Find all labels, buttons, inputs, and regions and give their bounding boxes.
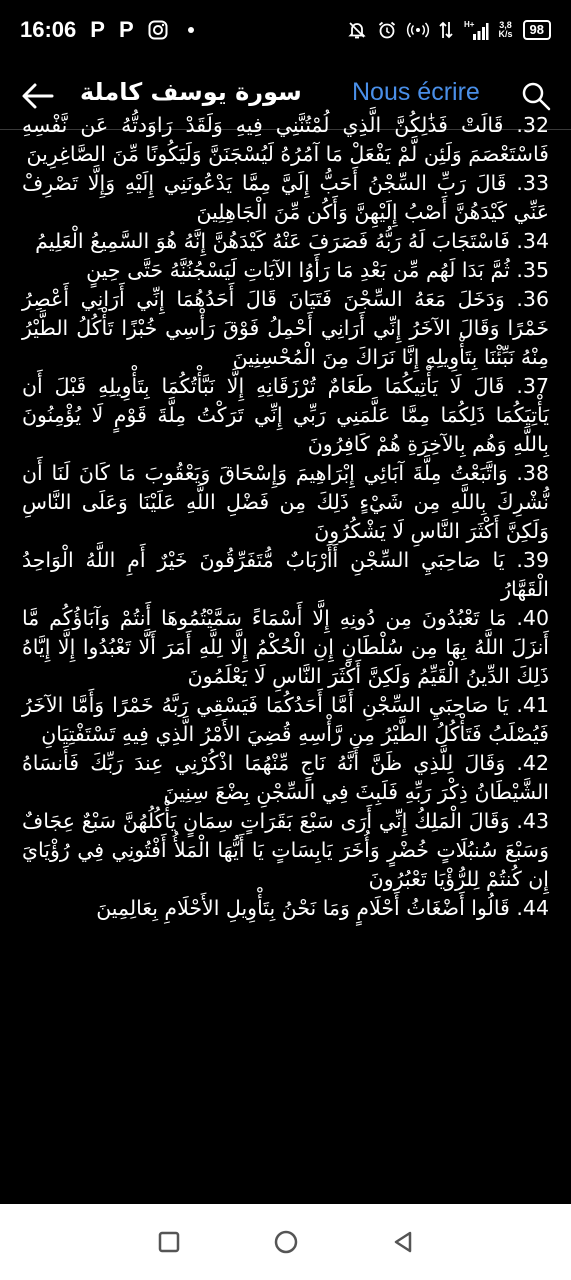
verse-item: 34. فَاسْتَجَابَ لَهُ رَبُّهُ فَصَرَفَ عَنْهُ كَيْدَهُنَّ إِنَّهُ هُوَ السَّمِيعُ الْعَلِيمُ	[35, 229, 549, 253]
status-right	[347, 19, 551, 41]
verses-list	[22, 111, 549, 923]
system-nav-bar	[0, 1204, 571, 1280]
net-speed	[499, 21, 513, 39]
notification-p-icon: P	[118, 17, 134, 42]
page-title: سورة يوسف كاملة	[80, 78, 302, 106]
svg-text:H+: H+	[463, 20, 474, 29]
alarm-icon	[377, 20, 397, 40]
verses-scroll-area[interactable]	[0, 113, 571, 1204]
verse-item: 38. وَاتَّبَعْتُ مِلَّةَ آبَائِي إِبْرَاهِيمَ وَإِسْحَاقَ وَيَعْقُوبَ مَا كَانَ لَنَا أَن نُّشْرِكَ بِاللَّهِ مِن شَيْءٍ ذَلِكَ مِن فَضْلِ اللَّهِ عَلَيْنَا وَعَلَى النَّاسِ وَلَكِنَّ أَكْثَرَ النَّاسِ لَا يَشْكُرُونَ	[22, 461, 549, 543]
status-time: 16:06	[20, 17, 77, 42]
home-icon[interactable]	[271, 1227, 301, 1257]
signal-icon	[463, 19, 489, 41]
data-transfer-icon	[439, 20, 453, 40]
verse-item: 36. وَدَخَلَ مَعَهُ السِّجْنَ فَتَيَانَ قَالَ أَحَدُهُمَا إِنِّي أَرَانِي أَعْصِرُ خَمْرًا وَقَالَ الآخَرُ إِنِّي أَرَانِي أَحْمِلُ فَوْقَ رَأْسِي خُبْزًا تَأْكُلُ الطَّيْرُ مِنْهُ نَبِّئْنَا بِتَأْوِيلِهِ إِنَّا نَرَاكَ مِنَ الْمُحْسِنِينَ	[22, 287, 549, 369]
search-icon[interactable]	[520, 80, 552, 112]
contact-link[interactable]: Nous écrire	[352, 78, 480, 106]
verse-item: 40. مَا تَعْبُدُونَ مِن دُونِهِ إِلَّا أَسْمَاءً سَمَّيْتُمُوهَا أَنتُمْ وَآبَاؤُكُم مَّا أَنزَلَ اللَّهُ بِهَا مِن سُلْطَانٍ إِنِ الْحُكْمُ إِلَّا لِلَّهِ أَمَرَ أَلَّا تَعْبُدُوا إِلَّا إِيَّاهُ ذَلِكَ الدِّينُ الْقَيِّمُ وَلَكِنَّ أَكْثَرَ النَّاسِ لَا يَعْلَمُونَ	[22, 606, 549, 688]
verse-item: 44. قَالُوا أَضْغَاثُ أَحْلَامٍ وَمَا نَحْنُ بِتَأْوِيلِ الأَحْلَامِ بِعَالِمِينَ	[96, 896, 549, 920]
net-speed-value: 3,8	[499, 20, 512, 30]
verse-item: 35. ثُمَّ بَدَا لَهُم مِّن بَعْدِ مَا رَأَوُا الآيَاتِ لَيَسْجُنُنَّهُ حَتَّى حِينٍ	[86, 258, 549, 282]
hotspot-icon	[407, 21, 429, 39]
verse-item: 39. يَا صَاحِبَيِ السِّجْنِ أَأَرْبَابٌ مُّتَفَرِّقُونَ خَيْرٌ أَمِ اللَّهُ الْوَاحِدُ الْقَهَّارُ	[22, 548, 549, 601]
back-arrow-icon[interactable]	[20, 78, 56, 114]
verse-item: 42. وَقَالَ لِلَّذِي ظَنَّ أَنَّهُ نَاجٍ مِّنْهُمَا اذْكُرْنِي عِندَ رَبِّكَ فَأَنسَاهُ الشَّيْطَانُ ذِكْرَ رَبِّهِ فَلَبِثَ فِي السِّجْنِ بِضْعَ سِنِينَ	[22, 751, 549, 804]
notification-p-icon: P	[90, 17, 105, 42]
verse-item: 32. قَالَتْ فَذَٰلِكُنَّ الَّذِي لُمْتُنَّنِي فِيهِ وَلَقَدْ رَاوَدتُّهُ عَن نَّفْسِهِ فَاسْتَعْصَمَ وَلَئِن لَّمْ يَفْعَلْ مَا آمُرُهُ لَيُسْجَنَنَّ وَلَيَكُونًا مِّنَ الصَّاغِرِينَ	[22, 113, 549, 166]
mute-bell-icon	[347, 20, 367, 40]
verse-item: 43. وَقَالَ الْمَلِكُ إِنِّي أَرَى سَبْعَ بَقَرَاتٍ سِمَانٍ يَأْكُلُهُنَّ سَبْعٌ عِجَافٌ وَسَبْعَ سُنبُلَاتٍ خُضْرٍ وَأُخَرَ يَابِسَاتٍ يَا أَيُّهَا الْمَلأُ أَفْتُونِي فِي رُؤْيَايَ إِن كُنتُمْ لِلرُّؤْيَا تَعْبُرُونَ	[22, 809, 549, 891]
verse-item: 33. قَالَ رَبِّ السِّجْنُ أَحَبُّ إِلَيَّ مِمَّا يَدْعُونَنِي إِلَيْهِ وَإِلَّا تَصْرِفْ عَنِّي كَيْدَهُنَّ أَصْبُ إِلَيْهِنَّ وَأَكُن مِّنَ الْجَاهِلِينَ	[22, 171, 549, 224]
status-bar	[0, 0, 571, 60]
notification-dot-icon	[188, 27, 194, 33]
instagram-icon	[148, 20, 168, 40]
verse-item: 37. قَالَ لَا يَأْتِيكُمَا طَعَامٌ تُرْزَقَانِهِ إِلَّا نَبَّأْتُكُمَا بِتَأْوِيلِهِ قَبْلَ أَن يَأْتِيَكُمَا ذَلِكُمَا مِمَّا عَلَّمَنِي رَبِّي إِنِّي تَرَكْتُ مِلَّةَ قَوْمٍ لَا يُؤْمِنُونَ بِاللَّهِ وَهُم بِالآخِرَةِ هُمْ كَافِرُونَ	[22, 374, 549, 456]
status-left	[20, 17, 194, 43]
verse-item: 41. يَا صَاحِبَيِ السِّجْنِ أَمَّا أَحَدُكُمَا فَيَسْقِي رَبَّهُ خَمْرًا وَأَمَّا الآخَرُ فَيُصْلَبُ فَتَأْكُلُ الطَّيْرُ مِن رَّأْسِهِ قُضِيَ الأَمْرُ الَّذِي فِيهِ تَسْتَفْتِيَانِ	[22, 693, 549, 746]
recent-apps-icon[interactable]	[154, 1227, 184, 1257]
net-speed-unit: K/s	[498, 29, 513, 39]
battery-level: 98	[523, 20, 551, 40]
back-triangle-icon[interactable]	[388, 1227, 418, 1257]
